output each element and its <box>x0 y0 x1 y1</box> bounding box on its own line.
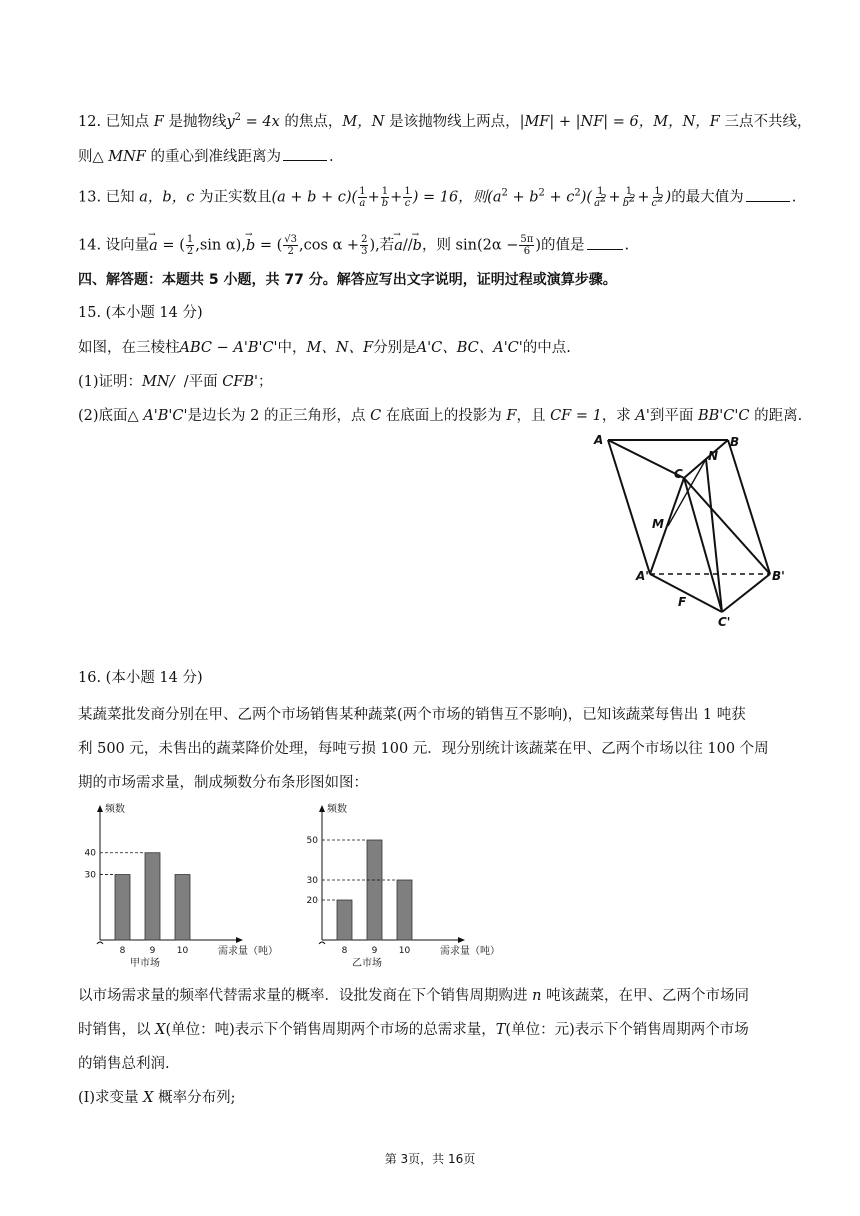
q13-var: a，b，c <box>139 189 195 206</box>
chart-title: 甲市场 <box>130 958 160 969</box>
q16-text: 概率分布列; <box>158 1090 236 1106</box>
x-tick-label: 9 <box>371 946 378 956</box>
q13-math: ) <box>665 189 672 206</box>
q16-line3: 期的市场需求量，制成频数分布条形图如图： <box>78 775 368 791</box>
numerator: 1 <box>359 186 366 197</box>
x-axis-arrow <box>458 937 465 943</box>
chart-title: 乙市场 <box>352 958 382 969</box>
numerator: √3 <box>284 234 297 245</box>
axis-break <box>319 942 325 944</box>
q15-text: ，且 <box>516 408 546 424</box>
q15-line1 <box>78 338 571 358</box>
q13-math: + c <box>544 189 575 206</box>
numerator: 1 <box>186 234 194 245</box>
edge-BB' <box>728 440 770 574</box>
x-axis-label: 需求量（吨） <box>440 946 500 957</box>
plus: + <box>608 189 621 206</box>
q15-math: F <box>506 408 517 424</box>
q12-text: 的重心到准线距离为 <box>150 149 281 165</box>
q15-text: ，求 <box>601 408 631 424</box>
q14-text: ,sin α), <box>195 237 246 254</box>
q13-math: ) = 16，则 <box>412 189 488 206</box>
fraction <box>381 186 389 209</box>
q15-math: A' <box>635 408 650 424</box>
q14-text: . <box>624 237 630 254</box>
answer-blank <box>283 146 327 161</box>
q15-text: /平面 <box>183 374 218 390</box>
q12-var: M，N <box>342 114 385 130</box>
x-axis-label: 需求量（吨） <box>218 946 278 957</box>
sup: 2 <box>600 193 607 205</box>
sup: 2 <box>657 193 664 205</box>
q13-text: 的最大值为 <box>671 189 744 206</box>
chart-jia-market <box>78 800 298 972</box>
q16-line4 <box>78 986 749 1006</box>
y-axis-arrow <box>319 805 325 812</box>
sup: 2 <box>574 187 581 199</box>
fraction <box>593 186 607 209</box>
fig-label-C': C' <box>718 615 731 629</box>
bar-8 <box>337 900 352 940</box>
numerator: 5π <box>520 234 534 245</box>
fraction <box>283 234 298 257</box>
q12-text: 是抛物线 <box>168 114 227 130</box>
y-tick-label: 20 <box>306 896 318 906</box>
q13-math: + b <box>507 189 539 206</box>
q15-text: 的中点. <box>522 340 571 356</box>
q15-math: A'B'C' <box>143 408 188 424</box>
edge-NC' <box>706 459 722 612</box>
q12-sup: 2 <box>234 112 242 124</box>
q15-math: BB'C'C <box>698 408 750 424</box>
fig-label-F: F <box>678 595 687 609</box>
x-tick-label: 10 <box>176 946 189 956</box>
q12-text: . <box>328 149 334 165</box>
q13-math: (a + b + c)( <box>271 189 358 206</box>
q16-text: (Ⅰ)求变量 <box>78 1090 139 1106</box>
fig-label-N: N <box>708 449 719 463</box>
q15-math: CF = 1 <box>550 408 602 424</box>
numerator: 1 <box>381 186 389 197</box>
page-footer: 第 3页，共 16页 <box>384 1152 476 1166</box>
q15-math: A'C、BC、A'C' <box>416 340 523 356</box>
plus: + <box>637 189 650 206</box>
q12-text: 则△ <box>78 149 104 165</box>
q13-text: . <box>791 189 797 206</box>
denominator: a <box>359 198 366 209</box>
q12-var: MNF <box>108 149 146 165</box>
edge-B'C' <box>722 574 770 612</box>
bar-9 <box>367 840 382 940</box>
q16-text: 时销售，以 <box>78 1022 151 1038</box>
sup: 2 <box>501 187 508 199</box>
q16-var: X <box>143 1090 154 1106</box>
q12-text: 12. 已知点 <box>78 114 150 130</box>
denominator <box>593 193 607 209</box>
edge-AC <box>608 440 684 478</box>
fraction <box>186 234 194 257</box>
q16-var: X <box>155 1022 166 1038</box>
answer-blank <box>746 187 790 202</box>
q14-text: 14. 设向量 <box>78 237 150 254</box>
q14-line <box>78 234 629 257</box>
q16-text: (单位：元)表示下个销售周期两个市场 <box>505 1022 749 1038</box>
q15-math: CFB' <box>222 374 258 390</box>
prism-figure <box>590 428 800 632</box>
axis-break <box>97 942 103 944</box>
vector-b: → b <box>413 236 422 256</box>
numerator: 1 <box>654 186 661 197</box>
y-tick-label: 40 <box>84 848 96 859</box>
denominator: b <box>381 198 389 209</box>
fraction <box>403 186 411 209</box>
fraction <box>358 186 366 209</box>
y-axis-arrow <box>97 805 103 812</box>
q15-text: ； <box>257 374 273 390</box>
denominator: c <box>404 198 411 209</box>
q16-var: T <box>495 1022 506 1038</box>
q15-line3 <box>78 406 802 426</box>
sup: 2 <box>629 193 636 205</box>
q16-line6: 的销售总利润. <box>78 1056 170 1072</box>
answer-blank <box>587 235 623 250</box>
q14-text: ，则 sin(2α − <box>421 237 519 254</box>
plus: + <box>367 189 380 206</box>
q15-math: MN/ <box>142 374 175 390</box>
denominator <box>651 193 665 209</box>
q15-text: (1)证明： <box>78 374 143 390</box>
q15-text: 中， <box>277 340 307 356</box>
q16-line2: 利 500 元，未售出的蔬菜降价处理，每吨亏损 100 元．现分别统计该蔬菜在甲、乙两个市场以往 100 个周 <box>78 741 769 757</box>
q13-text: 13. 已知 <box>78 189 135 206</box>
sup: 2 <box>538 187 545 199</box>
denominator: 3 <box>361 246 368 257</box>
x-tick-label: 8 <box>341 946 348 956</box>
den-var: a <box>594 198 601 209</box>
q15-text: (2)底面△ <box>78 408 139 424</box>
q15-text: 如图，在三棱柱 <box>78 340 180 356</box>
numerator: 1 <box>404 186 411 197</box>
q12-text: 是该抛物线上两点， <box>389 114 520 130</box>
q13-text: 为正实数且 <box>198 189 272 206</box>
q14-text: = ( <box>255 237 283 254</box>
fig-label-C: C <box>674 467 683 481</box>
y-axis-label: 频数 <box>105 804 125 815</box>
y-axis-label: 频数 <box>327 804 347 815</box>
vector-b: → b <box>246 236 255 256</box>
q13-math: (a <box>487 189 502 206</box>
den-var: c <box>651 198 658 209</box>
q15-text: 在底面上的投影为 <box>385 408 502 424</box>
denominator <box>622 193 637 209</box>
numerator: 1 <box>625 186 633 197</box>
q15-math: M、N、F <box>306 340 374 356</box>
q16-text: (单位：吨)表示下个销售周期两个市场的总需求量， <box>165 1022 496 1038</box>
q16-line7 <box>78 1088 235 1108</box>
fraction <box>360 234 368 257</box>
fig-label-B': B' <box>772 569 785 583</box>
bar-10 <box>397 880 412 940</box>
q12-var: F <box>153 114 164 130</box>
q14-text: = ( <box>157 237 185 254</box>
fraction <box>622 186 637 209</box>
q16-line1: 某蔬菜批发商分别在甲、乙两个市场销售某种蔬菜(两个市场的销售互不影响)，已知该蔬菜每售出 1 吨获 <box>78 707 746 723</box>
q12-text: 三点不共线， <box>724 114 812 130</box>
q12-math: = 4x <box>241 114 280 130</box>
q12-math: |MF| + |NF| = 6，M，N，F <box>519 114 720 130</box>
fig-label-M: M <box>652 517 664 531</box>
chart-yi-market <box>300 800 520 972</box>
x-tick-label: 8 <box>119 946 126 956</box>
fig-label-A': A' <box>636 569 649 583</box>
q12-math: y <box>226 114 235 130</box>
fig-label-A: A <box>594 433 604 447</box>
q12-line2 <box>78 146 334 167</box>
q15-text: 分别是 <box>373 340 417 356</box>
fig-label-B: B <box>730 435 740 449</box>
q15-text: 的距离. <box>754 408 803 424</box>
q13-line <box>78 186 796 209</box>
numerator: 1 <box>597 186 604 197</box>
q14-text: )的值是 <box>535 237 585 254</box>
q13-math: )( <box>580 189 593 206</box>
denominator: 2 <box>186 246 194 257</box>
q12-line1 <box>78 112 811 132</box>
q14-text: // <box>402 237 413 254</box>
vector-a: → a <box>394 236 403 256</box>
denominator: 6 <box>523 246 531 257</box>
q16-text: 吨该蔬菜，在甲、乙两个市场同 <box>546 988 750 1004</box>
bar-8 <box>115 875 130 940</box>
q15-head: 15. (本小题 14 分) <box>78 305 203 321</box>
bar-9 <box>145 853 160 940</box>
fraction <box>651 186 665 209</box>
denominator: 2 <box>287 246 294 257</box>
q15-math: C <box>370 408 382 424</box>
q15-text: 是边长为 2 的正三角形，点 <box>187 408 366 424</box>
q15-math: ABC − A'B'C' <box>179 340 278 356</box>
section-heading: 四、解答题：本题共 5 小题，共 77 分。解答应写出文字说明，证明过程或演算步骤。 <box>78 272 617 288</box>
q14-text: ),若 <box>369 237 395 254</box>
x-tick-label: 10 <box>398 946 411 956</box>
y-tick-label: 30 <box>306 876 318 886</box>
y-tick-label: 30 <box>84 870 96 881</box>
q14-text: ,cos α + <box>299 237 360 254</box>
plus: + <box>390 189 403 206</box>
q16-var: n <box>532 988 542 1004</box>
q15-text: 到平面 <box>649 408 694 424</box>
numerator: 2 <box>361 234 368 245</box>
y-tick-label: 50 <box>306 836 318 846</box>
q15-line2 <box>78 372 272 392</box>
vector-a: → a <box>149 236 158 256</box>
bar-10 <box>175 875 190 940</box>
den-var: b <box>622 198 629 209</box>
x-axis-arrow <box>236 937 243 943</box>
q16-line5 <box>78 1020 749 1040</box>
x-tick-label: 9 <box>149 946 156 956</box>
q16-text: 以市场需求量的频率代替需求量的概率．设批发商在下个销售周期购进 <box>78 988 528 1004</box>
fraction <box>519 234 534 257</box>
edge-AA' <box>608 440 650 574</box>
q12-text: 的焦点， <box>284 114 343 130</box>
q16-head: 16. (本小题 14 分) <box>78 670 203 686</box>
